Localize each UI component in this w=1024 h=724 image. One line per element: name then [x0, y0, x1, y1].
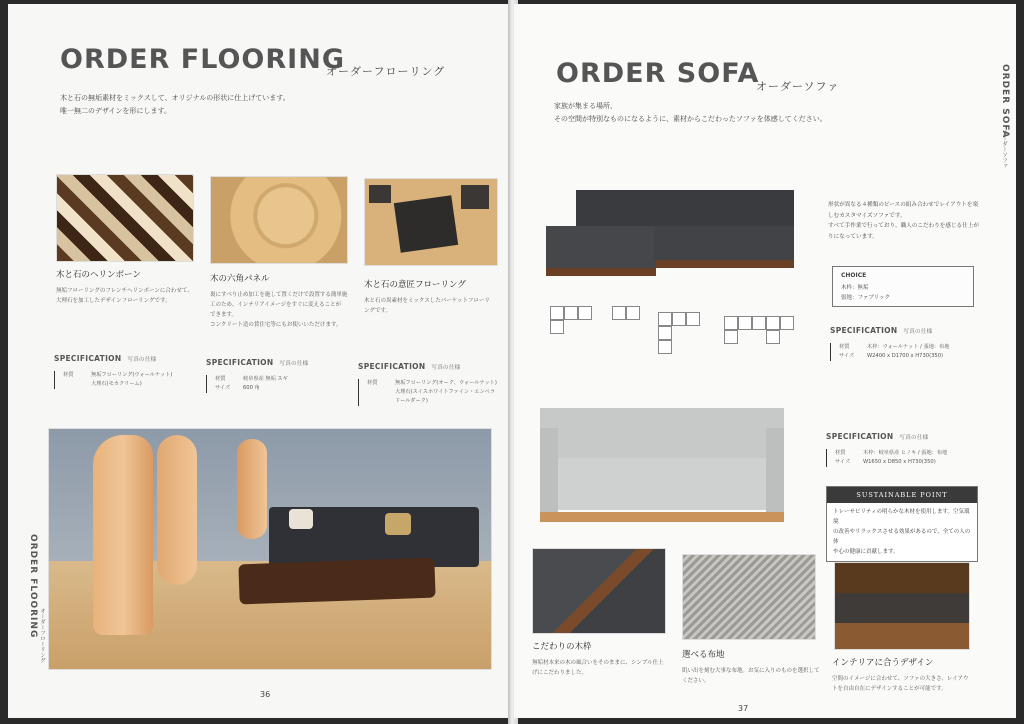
spec-subheading: 写真の仕様	[127, 357, 157, 363]
feature-line: げにこだわりました。	[532, 670, 588, 676]
desc-line: すべて手作業で行っており、職人のこだわりを感じる仕上が	[828, 223, 979, 229]
spec-key: サイズ	[215, 385, 231, 391]
item-body-line: 無垢フローリングのフレンチヘリンボーンに合わせて、	[56, 288, 193, 294]
item-body-line: できます。	[210, 312, 238, 318]
spec-row	[367, 388, 508, 397]
sofa-arm	[766, 428, 784, 516]
feature-wood-frame	[532, 640, 672, 678]
spec-heading-text: SPECIFICATION	[358, 362, 426, 371]
spec-row	[839, 343, 1000, 352]
sofa-frame	[546, 268, 656, 276]
layout-cell	[724, 316, 738, 330]
spec-key: サイズ	[835, 459, 851, 465]
sustainable-heading: SUSTAINABLE POINT	[827, 487, 977, 503]
spec-key: 材質	[63, 372, 74, 378]
spec-row	[215, 384, 356, 393]
spec-value: 無垢フローリング(ウォールナット)	[91, 372, 173, 378]
spec-key: 材質	[215, 376, 226, 382]
spec-value: 木枠：岐阜県産 ヒノキ / 張地：布地	[863, 450, 948, 456]
spec-row	[839, 352, 1000, 361]
intro-line: その空間が特別なものになるように、素材からこだわったソファを体感してください。	[554, 115, 827, 123]
spec-row	[367, 397, 508, 406]
sofa-back	[540, 408, 784, 464]
spec-value: 無垢フローリング(オーク、ウォールナット)	[395, 380, 497, 386]
flooring-title: ORDER FLOORING	[60, 44, 345, 75]
spec-body	[826, 449, 996, 467]
sofa-description	[828, 200, 988, 242]
spec-row	[215, 375, 356, 384]
layout-diagrams	[550, 306, 810, 362]
feature-title: 選べる布地	[682, 650, 725, 660]
desc-line: しむカスタマイズソファです。	[828, 212, 906, 219]
spec-value: W1650 x D850 x H730(350)	[863, 459, 936, 465]
choice-box	[832, 266, 974, 307]
feature-line: 肌い出を刻む大事な布地。お気に入りのものを選択して	[682, 668, 820, 674]
feature-body	[532, 658, 672, 678]
feature-line: 空間のイメージに合わせて、ソファの大きさ、レイアウ	[832, 676, 969, 682]
spec-key	[63, 380, 81, 389]
intro-line: 木と石の無垢素材をミックスして、オリジナルの形状に仕上げています。	[60, 94, 290, 102]
spec-row	[367, 379, 508, 388]
feature-title: こだわりの木枠	[532, 642, 592, 652]
spec-row	[63, 371, 204, 380]
layout-cell	[550, 320, 564, 334]
spec-gray-sofa	[826, 432, 996, 467]
sofa-seat	[654, 226, 794, 262]
living-room-photo	[48, 428, 492, 670]
sofa-seat	[546, 226, 656, 270]
item-hexagon	[210, 272, 358, 330]
item-body-line: コンクリート造の賃住宅等にもお使いいただけます。	[210, 322, 342, 328]
wood-frame-photo	[532, 548, 666, 634]
item-body-line: 大理石を加工したデザインフローリングです。	[56, 298, 171, 304]
layout-cell	[766, 316, 780, 330]
layout-cell	[612, 306, 626, 320]
marble-inlay	[461, 185, 489, 209]
item-body-line: 工のため、インテリアイメージをすぐに変えることが	[210, 302, 342, 308]
marble-inlay	[369, 185, 391, 203]
layout-cell	[658, 326, 672, 340]
item-body-line: ングです。	[364, 308, 391, 314]
intro-line: 唯一無二のデザインを形にします。	[60, 107, 171, 115]
feature-design	[832, 656, 992, 694]
spec-body	[206, 375, 356, 393]
spec-herringbone	[54, 354, 204, 389]
right-page	[514, 4, 1016, 718]
sofa-title: ORDER SOFA	[556, 58, 760, 89]
spec-heading-text: SPECIFICATION	[54, 354, 122, 363]
spec-value: 大理石(スイスホワイトファイン・エンペラ	[395, 389, 496, 395]
herringbone-photo	[56, 174, 194, 262]
spec-value: ドールダーク)	[395, 398, 428, 404]
layout-cell	[658, 312, 672, 326]
spec-body	[830, 343, 1000, 361]
spec-key	[367, 397, 385, 406]
spec-key: サイズ	[839, 353, 855, 359]
spec-value: 600 角	[243, 385, 260, 391]
side-subtitle: オーダーフローリング	[39, 608, 45, 663]
layout-cell	[780, 316, 794, 330]
item-body	[210, 290, 358, 330]
item-wood-stone	[364, 278, 504, 316]
spec-value: 大理石(モカクリーム)	[91, 381, 142, 387]
side-title: ORDER SOFA	[1000, 64, 1010, 139]
gray-sofa-photo	[540, 408, 784, 526]
spec-heading	[54, 354, 204, 363]
cushion	[385, 513, 411, 535]
fabric-photo	[682, 554, 816, 640]
spec-row	[835, 458, 996, 467]
spec-wood-stone	[358, 362, 508, 406]
choice-line: 張地：ファブリック	[841, 295, 890, 301]
spec-heading	[830, 326, 1000, 335]
item-body	[364, 296, 504, 316]
log-sculpture	[237, 439, 267, 539]
layout-cell	[724, 330, 738, 344]
item-title: 木と石の意匠フローリング	[364, 280, 466, 290]
spec-key	[367, 388, 385, 397]
sustainable-body	[827, 503, 977, 561]
sofa-intro	[554, 100, 854, 126]
item-body-line: 裏にすべり止め加工を施して置くだけで設置する簡単施	[210, 292, 348, 298]
spec-heading-text: SPECIFICATION	[206, 358, 274, 367]
side-title: ORDER FLOORING	[28, 534, 38, 639]
coffee-table	[238, 558, 435, 605]
sofa-subtitle: オーダーソファ	[756, 80, 840, 93]
feature-line: 無垢材本来の木の風合いをそのままに、シンプル仕上	[532, 660, 664, 666]
spec-heading	[358, 362, 508, 371]
spec-subheading: 写真の仕様	[431, 365, 461, 371]
cushion	[289, 509, 313, 529]
page-number: 36	[260, 690, 271, 699]
flooring-intro	[60, 92, 320, 118]
sustainable-line: や心の健康に貢献します。	[833, 549, 899, 555]
sustainable-line: の改善やリラックスさせる効果があるので、全ての人の体	[833, 529, 971, 545]
spec-heading-text: SPECIFICATION	[830, 326, 898, 335]
choice-heading: CHOICE	[841, 272, 867, 279]
sofa-frame	[540, 512, 784, 522]
wood-stone-floor-photo	[364, 178, 498, 266]
marble-inlay	[394, 195, 458, 253]
feature-fabric	[682, 648, 828, 686]
layout-cell	[658, 340, 672, 354]
spec-value: 岐阜県産 無垢 スギ	[243, 376, 288, 382]
layout-cell	[550, 306, 564, 320]
sofa-arm	[540, 428, 558, 516]
spec-body	[54, 371, 204, 389]
spec-key: 材質	[367, 380, 378, 386]
feature-line: ください。	[682, 678, 710, 684]
choice-line: 木枠：無垢	[841, 285, 869, 291]
hexagon-panel-photo	[210, 176, 348, 264]
layout-cell	[738, 316, 752, 330]
spec-heading-text: SPECIFICATION	[826, 432, 894, 441]
log-sculpture	[93, 435, 153, 635]
item-body-line: 木と石の異素材をミックスしたパーケットフローリ	[364, 298, 490, 304]
spec-subheading: 写真の仕様	[903, 329, 933, 335]
log-sculpture	[157, 435, 197, 585]
spec-key: 材質	[835, 450, 846, 456]
feature-line: トを自由自在にデザインすることが可能です。	[832, 686, 947, 692]
interior-photo	[834, 562, 970, 650]
spec-heading	[206, 358, 356, 367]
spec-body	[358, 379, 508, 406]
item-body	[56, 286, 196, 306]
intro-line: 家族が集まる場所、	[554, 102, 617, 110]
desc-line: 形状が異なる４種類のピースの組み合わせでレイアウトを楽	[828, 202, 979, 208]
layout-cell	[752, 316, 766, 330]
spec-subheading: 写真の仕様	[899, 435, 929, 441]
dark-sofa-photo	[546, 190, 796, 280]
spec-row	[835, 449, 996, 458]
sofa-frame	[656, 260, 794, 268]
sustainable-point-box	[826, 486, 978, 562]
side-subtitle: オーダーソファ	[1001, 130, 1007, 169]
item-herringbone	[56, 268, 196, 306]
spec-row	[63, 380, 204, 389]
sofa-seat	[554, 458, 770, 510]
spec-heading	[826, 432, 996, 441]
item-title: 木の六角パネル	[210, 274, 270, 284]
layout-cell	[578, 306, 592, 320]
sustainable-line: トレーサビリティの明らかな木材を使用します。空気環境	[833, 509, 970, 525]
spec-subheading: 写真の仕様	[279, 361, 309, 367]
item-title: 木と石のヘリンボーン	[56, 270, 141, 280]
left-page	[8, 4, 512, 718]
layout-cell	[686, 312, 700, 326]
flooring-subtitle: オーダーフローリング	[326, 65, 446, 78]
layout-cell	[672, 312, 686, 326]
spec-value: W2400 x D1700 x H730(350)	[867, 353, 944, 359]
spec-hexagon	[206, 358, 356, 393]
page-number: 37	[738, 704, 749, 713]
desc-line: りになっています。	[828, 233, 878, 240]
feature-body	[682, 666, 828, 686]
layout-cell	[626, 306, 640, 320]
layout-cell	[564, 306, 578, 320]
spec-dark-sofa	[830, 326, 1000, 361]
feature-title: インテリアに合うデザイン	[832, 658, 934, 668]
spec-value: 木枠：ウォールナット / 張地：布地	[867, 344, 950, 350]
layout-cell	[766, 330, 780, 344]
spec-key: 材質	[839, 344, 850, 350]
feature-body	[832, 674, 992, 694]
